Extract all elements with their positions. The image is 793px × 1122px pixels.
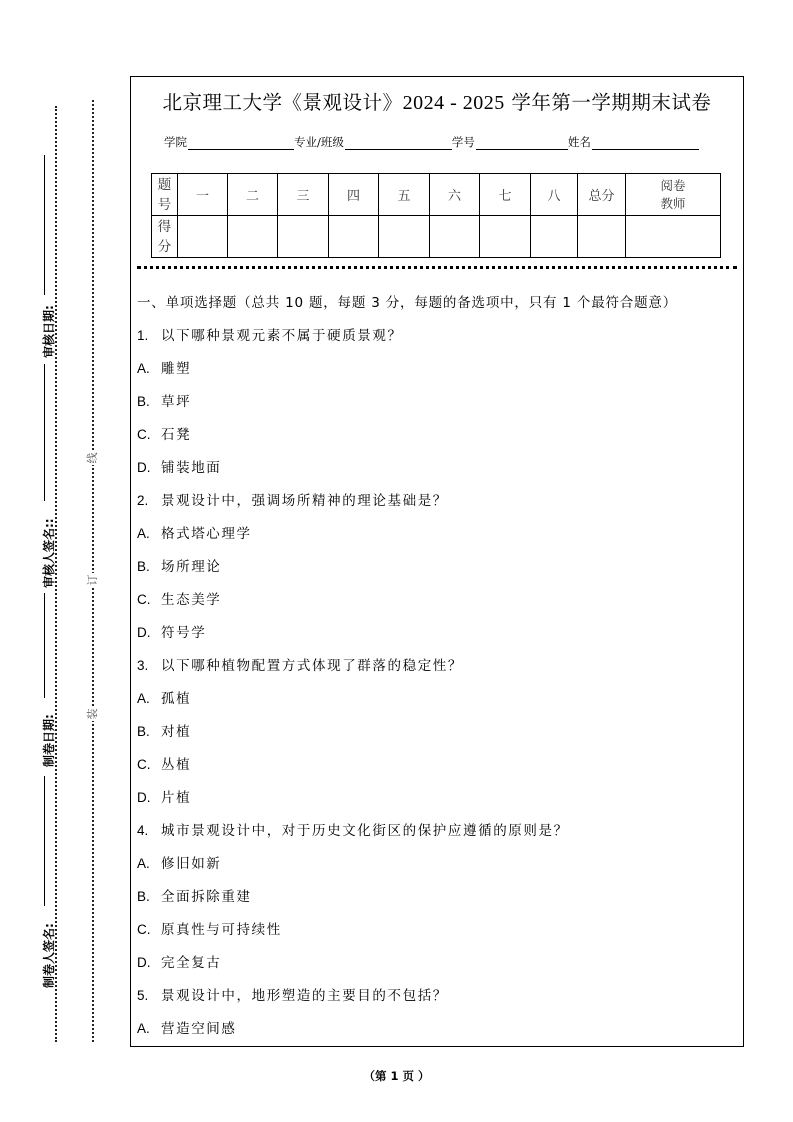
option-4b: B. 全面拆除重建: [137, 889, 252, 905]
question-number-row: [152, 174, 721, 216]
col-header-2: 二: [228, 174, 278, 216]
score-table: [151, 173, 721, 258]
score-cell-4[interactable]: [329, 216, 379, 258]
score-cell-8[interactable]: [531, 216, 578, 258]
score-cell-grader[interactable]: [626, 216, 721, 258]
question-number: 5.: [137, 988, 149, 1003]
option-3b: B. 对植: [137, 724, 192, 740]
question-3: [137, 654, 737, 687]
question-number: 2.: [137, 493, 149, 508]
option-1a: A. 雕塑: [137, 361, 192, 377]
drafter-signature-line[interactable]: [44, 776, 45, 906]
grader-header: 阅卷 教师: [626, 174, 721, 216]
score-cell-6[interactable]: [430, 216, 480, 258]
question-5: [137, 984, 737, 1017]
question-number: 1.: [137, 328, 149, 343]
question-text: 景观设计中，地形塑造的主要目的不包括？: [161, 988, 448, 1004]
score-cell-1[interactable]: [178, 216, 228, 258]
exam-title-year: 2024 - 2025: [402, 92, 505, 114]
score-cell-2[interactable]: [228, 216, 278, 258]
binding-mark-ding: 订: [86, 574, 99, 586]
score-cell-total[interactable]: [578, 216, 626, 258]
question-number: 4.: [137, 823, 149, 838]
option-2a: A. 格式塔心理学: [137, 526, 252, 542]
binding-mark-xian: 线: [86, 452, 99, 464]
col-header-1: 一: [178, 174, 228, 216]
score-cell-5[interactable]: [379, 216, 430, 258]
question-text: 以下哪种植物配置方式体现了群落的稳定性？: [161, 658, 463, 674]
option-3c: C. 丛植: [137, 757, 192, 773]
draft-date-line[interactable]: [44, 593, 45, 698]
exam-title-course: 北京理工大学《景观设计》: [162, 91, 403, 114]
col-header-6: 六: [430, 174, 480, 216]
question-text: 景观设计中，强调场所精神的理论基础是？: [161, 493, 448, 509]
page-number: （第 1 页 ）: [363, 1069, 430, 1083]
option-4d: D. 完全复古: [137, 955, 222, 971]
option-5a: A. 营造空间感: [137, 1021, 237, 1037]
option-3d: D. 片植: [137, 790, 192, 806]
col-header-7: 七: [480, 174, 531, 216]
review-date-label: 审核日期:: [42, 305, 56, 358]
score-header: 得 分: [152, 216, 178, 258]
exam-title: [131, 87, 743, 115]
option-3a: A. 孤植: [137, 691, 192, 707]
reviewer-signature-label: 审核人签名::: [42, 518, 56, 588]
option-1d: D. 铺装地面: [137, 460, 222, 476]
option-1c: C. 石凳: [137, 427, 192, 443]
option-1b: B. 草坪: [137, 394, 192, 410]
option-4c: C. 原真性与可持续性: [137, 922, 282, 938]
question-number-header: 题 号: [152, 174, 178, 216]
section-title: 一、单项选择题（总共 10 题，每题 3 分，每题的备选项中，只有 1 个最符合题意）: [137, 295, 678, 311]
question-text: 以下哪种景观元素不属于硬质景观？: [161, 328, 403, 344]
draft-date-label: 制卷日期:: [42, 714, 56, 767]
option-2b: B. 场所理论: [137, 559, 222, 575]
drafter-signature-label: 制卷人签名:: [42, 923, 56, 988]
col-header-total: 总分: [578, 174, 626, 216]
score-cell-7[interactable]: [480, 216, 531, 258]
major-class-field[interactable]: [345, 137, 452, 150]
student-id-field[interactable]: [476, 137, 568, 150]
binding-mark-zhuang: 装: [86, 708, 99, 720]
score-row: [152, 216, 721, 258]
question-number: 3.: [137, 658, 149, 673]
name-field[interactable]: [592, 137, 699, 150]
reviewer-signature-line[interactable]: [44, 364, 45, 501]
dotted-separator: [137, 266, 737, 269]
col-header-8: 八: [531, 174, 578, 216]
option-2d: D. 符号学: [137, 625, 207, 641]
option-4a: A. 修旧如新: [137, 856, 222, 872]
major-class-label: 专业/班级: [294, 135, 344, 149]
review-date-line[interactable]: [44, 155, 45, 295]
question-4: [137, 819, 737, 852]
question-1: [137, 324, 737, 357]
exam-frame: [130, 76, 744, 1047]
student-info-row: [164, 134, 699, 150]
binding-dotted-line-inner: [92, 100, 94, 1042]
score-cell-3[interactable]: [278, 216, 329, 258]
college-field[interactable]: [188, 137, 294, 150]
question-2: [137, 489, 737, 522]
col-header-5: 五: [379, 174, 430, 216]
question-text: 城市景观设计中，对于历史文化街区的保护应遵循的原则是？: [161, 823, 569, 839]
option-2c: C. 生态美学: [137, 592, 222, 608]
college-label: 学院: [164, 135, 187, 149]
questions-section: [137, 291, 737, 1050]
name-label: 姓名: [567, 135, 591, 149]
exam-title-term: 学年第一学期期末试卷: [504, 91, 712, 114]
student-id-label: 学号: [451, 135, 475, 149]
col-header-3: 三: [278, 174, 329, 216]
col-header-4: 四: [329, 174, 379, 216]
